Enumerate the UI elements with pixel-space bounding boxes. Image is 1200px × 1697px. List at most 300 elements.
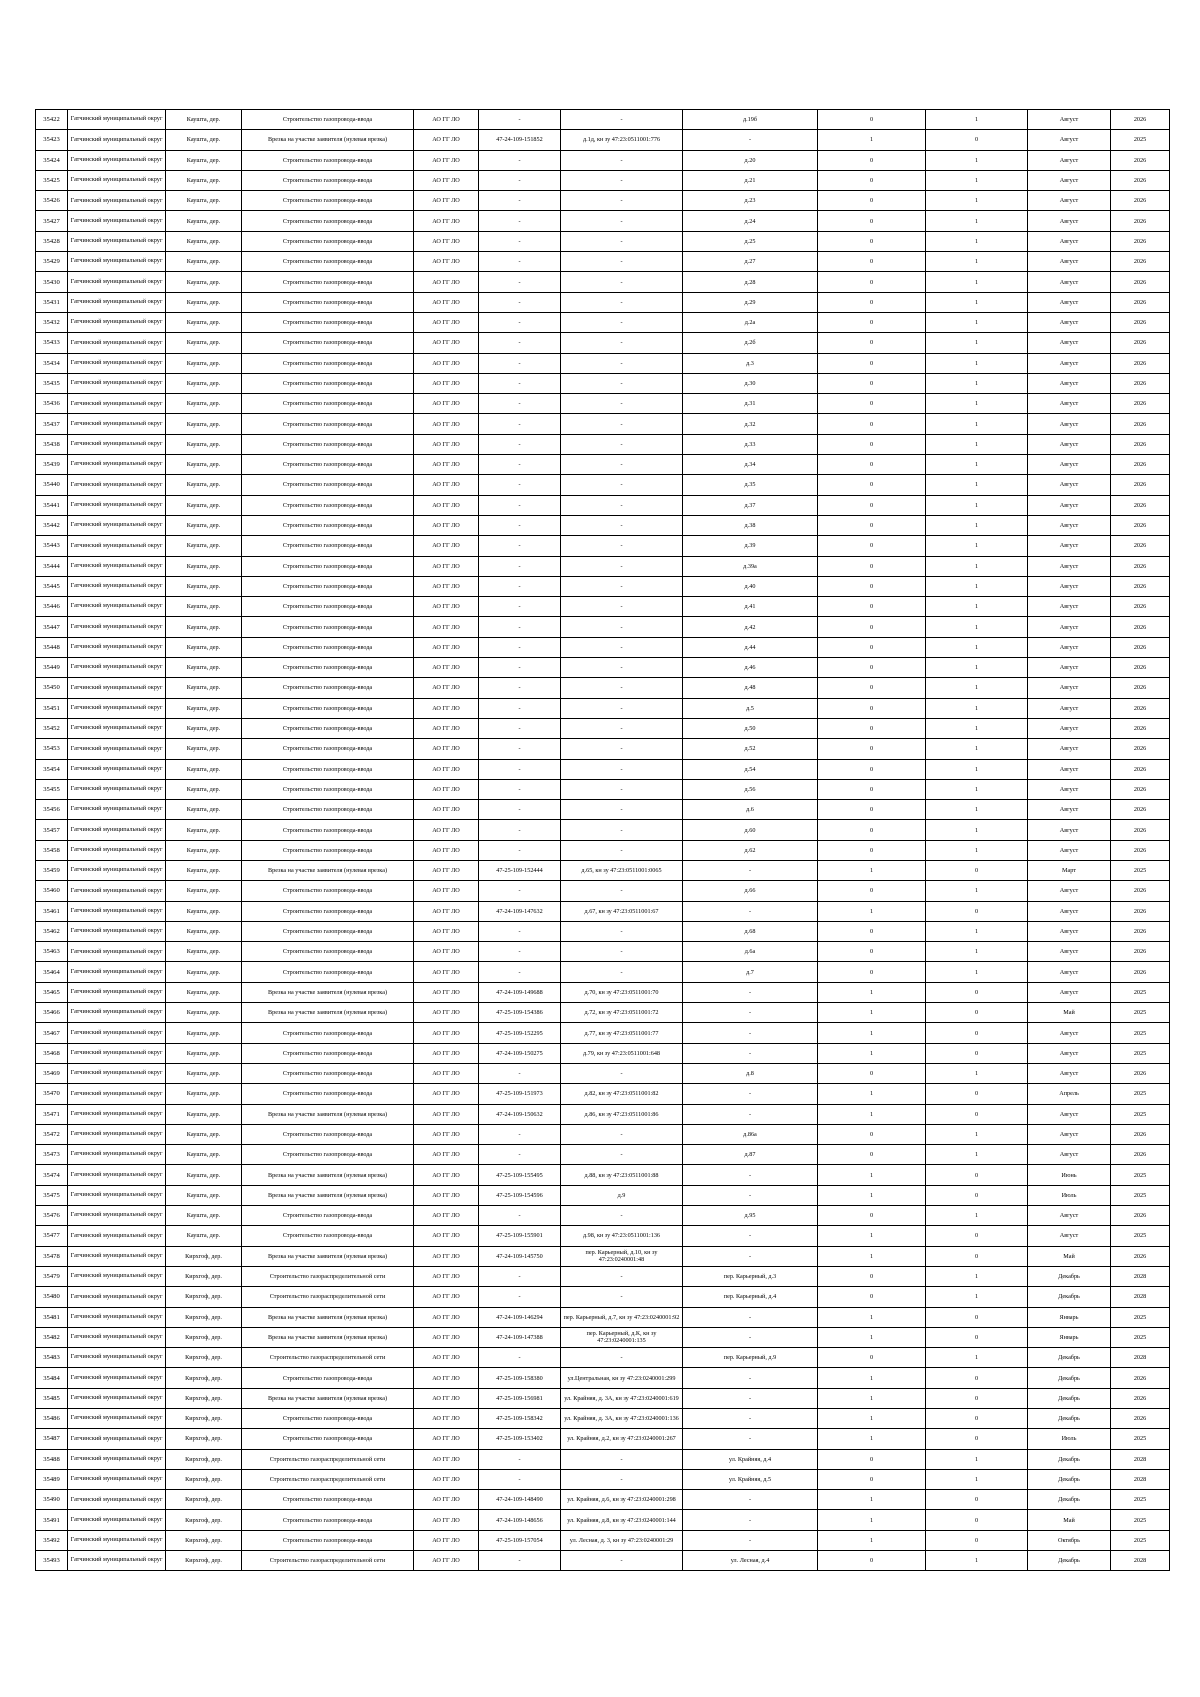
cell-address: д.7 bbox=[683, 962, 818, 982]
cell-settlement: Кирхгоф, дер. bbox=[166, 1287, 242, 1307]
cell-district: Гатчинский муниципальный округ bbox=[68, 1307, 166, 1327]
cell-count-b: 1 bbox=[926, 800, 1028, 820]
cell-contract: - bbox=[479, 576, 561, 596]
cell-count-a: 0 bbox=[818, 292, 926, 312]
cell-work-type: Строительство газопровода-ввода bbox=[242, 759, 414, 779]
cell-work-type: Строительство газопровода-ввода bbox=[242, 962, 414, 982]
table-row bbox=[36, 1084, 1170, 1104]
cell-organization: АО ГГ ЛО bbox=[414, 921, 479, 941]
cell-address-object: - bbox=[561, 820, 683, 840]
cell-contract: - bbox=[479, 840, 561, 860]
cell-contract: - bbox=[479, 881, 561, 901]
cell-settlement: Кауштa, дер. bbox=[166, 333, 242, 353]
cell-organization: АО ГГ ЛО bbox=[414, 434, 479, 454]
cell-address: д.29 bbox=[683, 292, 818, 312]
cell-address: - bbox=[683, 1368, 818, 1388]
cell-address: д.27 bbox=[683, 252, 818, 272]
cell-number: 35471 bbox=[36, 1104, 68, 1124]
cell-number: 35467 bbox=[36, 1023, 68, 1043]
cell-organization: АО ГГ ЛО bbox=[414, 1246, 479, 1266]
table-row bbox=[36, 475, 1170, 495]
cell-count-a: 1 bbox=[818, 1530, 926, 1550]
cell-address: д.68 bbox=[683, 921, 818, 941]
cell-number: 35465 bbox=[36, 982, 68, 1002]
cell-work-type: Врезка на участке заявителя (нулевая врезка) bbox=[242, 1327, 414, 1347]
cell-month: Август bbox=[1028, 1043, 1111, 1063]
cell-count-a: 1 bbox=[818, 130, 926, 150]
cell-count-a: 1 bbox=[818, 860, 926, 880]
cell-district: Гатчинский муниципальный округ bbox=[68, 1469, 166, 1489]
cell-work-type: Врезка на участке заявителя (нулевая врезка) bbox=[242, 860, 414, 880]
cell-work-type: Строительство газопровода-ввода bbox=[242, 1206, 414, 1226]
cell-settlement: Кауштa, дер. bbox=[166, 292, 242, 312]
cell-district: Гатчинский муниципальный округ bbox=[68, 434, 166, 454]
cell-work-type: Строительство газопровода-ввода bbox=[242, 373, 414, 393]
cell-work-type: Строительство газопровода-ввода bbox=[242, 820, 414, 840]
cell-contract: - bbox=[479, 637, 561, 657]
table-row bbox=[36, 1368, 1170, 1388]
table-row bbox=[36, 150, 1170, 170]
cell-month: Август bbox=[1028, 333, 1111, 353]
cell-work-type: Строительство газопровода-ввода bbox=[242, 921, 414, 941]
cell-month: Август bbox=[1028, 658, 1111, 678]
table-row bbox=[36, 881, 1170, 901]
cell-address-object: д.9 bbox=[561, 1185, 683, 1205]
cell-address-object: - bbox=[561, 759, 683, 779]
cell-month: Август bbox=[1028, 170, 1111, 190]
cell-organization: АО ГГ ЛО bbox=[414, 130, 479, 150]
cell-address-object: д.86, кн зу 47:23:0511001:86 bbox=[561, 1104, 683, 1124]
cell-work-type: Строительство газопровода-ввода bbox=[242, 597, 414, 617]
cell-count-b: 1 bbox=[926, 698, 1028, 718]
cell-district: Гатчинский муниципальный округ bbox=[68, 982, 166, 1002]
cell-work-type: Строительство газопровода-ввода bbox=[242, 1084, 414, 1104]
table-row bbox=[36, 515, 1170, 535]
cell-address: д.24 bbox=[683, 211, 818, 231]
cell-address-object: - bbox=[561, 576, 683, 596]
cell-settlement: Кауштa, дер. bbox=[166, 779, 242, 799]
cell-month: Август bbox=[1028, 1104, 1111, 1124]
cell-month: Август bbox=[1028, 211, 1111, 231]
cell-address-object: - bbox=[561, 556, 683, 576]
cell-address: д.31 bbox=[683, 394, 818, 414]
cell-month: Декабрь bbox=[1028, 1551, 1111, 1571]
cell-year: 2026 bbox=[1111, 110, 1170, 130]
cell-contract: - bbox=[479, 515, 561, 535]
cell-number: 35493 bbox=[36, 1551, 68, 1571]
cell-district: Гатчинский муниципальный округ bbox=[68, 1409, 166, 1429]
cell-address: д.38 bbox=[683, 515, 818, 535]
cell-address-object: - bbox=[561, 1469, 683, 1489]
cell-work-type: Строительство газопровода-ввода bbox=[242, 658, 414, 678]
cell-number: 35429 bbox=[36, 252, 68, 272]
table-row bbox=[36, 1510, 1170, 1530]
cell-count-b: 0 bbox=[926, 1327, 1028, 1347]
cell-work-type: Строительство газопровода-ввода bbox=[242, 698, 414, 718]
cell-settlement: Кауштa, дер. bbox=[166, 1145, 242, 1165]
cell-organization: АО ГГ ЛО bbox=[414, 1084, 479, 1104]
cell-settlement: Кирхгоф, дер. bbox=[166, 1449, 242, 1469]
cell-address-object: ул. Крайняя, д.8, кн зу 47:23:0240001:144 bbox=[561, 1510, 683, 1530]
cell-contract: - bbox=[479, 272, 561, 292]
cell-number: 35488 bbox=[36, 1449, 68, 1469]
cell-organization: АО ГГ ЛО bbox=[414, 1327, 479, 1347]
cell-month: Май bbox=[1028, 1246, 1111, 1266]
cell-district: Гатчинский муниципальный округ bbox=[68, 1551, 166, 1571]
cell-month: Август bbox=[1028, 901, 1111, 921]
cell-organization: АО ГГ ЛО bbox=[414, 901, 479, 921]
cell-contract: - bbox=[479, 1145, 561, 1165]
cell-count-b: 0 bbox=[926, 1368, 1028, 1388]
cell-contract: 47-25-109-154596 bbox=[479, 1185, 561, 1205]
cell-contract: - bbox=[479, 252, 561, 272]
cell-work-type: Строительство газопровода-ввода bbox=[242, 272, 414, 292]
cell-month: Май bbox=[1028, 1510, 1111, 1530]
cell-district: Гатчинский муниципальный округ bbox=[68, 495, 166, 515]
cell-organization: АО ГГ ЛО bbox=[414, 333, 479, 353]
cell-count-b: 0 bbox=[926, 1104, 1028, 1124]
cell-settlement: Кауштa, дер. bbox=[166, 110, 242, 130]
cell-work-type: Строительство газопровода-ввода bbox=[242, 515, 414, 535]
cell-year: 2026 bbox=[1111, 211, 1170, 231]
cell-address-object: - bbox=[561, 475, 683, 495]
cell-settlement: Кауштa, дер. bbox=[166, 312, 242, 332]
cell-month: Декабрь bbox=[1028, 1368, 1111, 1388]
cell-month: Август bbox=[1028, 617, 1111, 637]
cell-count-a: 1 bbox=[818, 1368, 926, 1388]
cell-number: 35439 bbox=[36, 455, 68, 475]
cell-count-b: 1 bbox=[926, 292, 1028, 312]
cell-settlement: Кауштa, дер. bbox=[166, 1226, 242, 1246]
cell-contract: - bbox=[479, 170, 561, 190]
cell-count-a: 1 bbox=[818, 1429, 926, 1449]
table-row bbox=[36, 860, 1170, 880]
cell-district: Гатчинский муниципальный округ bbox=[68, 455, 166, 475]
cell-work-type: Строительство газопровода-ввода bbox=[242, 556, 414, 576]
cell-settlement: Кауштa, дер. bbox=[166, 394, 242, 414]
table-row bbox=[36, 820, 1170, 840]
cell-contract: - bbox=[479, 394, 561, 414]
cell-work-type: Строительство газопровода-ввода bbox=[242, 434, 414, 454]
cell-number: 35454 bbox=[36, 759, 68, 779]
cell-organization: АО ГГ ЛО bbox=[414, 779, 479, 799]
cell-month: Август bbox=[1028, 1023, 1111, 1043]
cell-organization: АО ГГ ЛО bbox=[414, 414, 479, 434]
cell-month: Август bbox=[1028, 1063, 1111, 1083]
cell-count-a: 1 bbox=[818, 1307, 926, 1327]
table-row bbox=[36, 495, 1170, 515]
cell-year: 2025 bbox=[1111, 1023, 1170, 1043]
cell-settlement: Кауштa, дер. bbox=[166, 698, 242, 718]
cell-contract: - bbox=[479, 779, 561, 799]
cell-year: 2026 bbox=[1111, 231, 1170, 251]
cell-district: Гатчинский муниципальный округ bbox=[68, 800, 166, 820]
cell-month: Август bbox=[1028, 739, 1111, 759]
table-row bbox=[36, 840, 1170, 860]
cell-organization: АО ГГ ЛО bbox=[414, 820, 479, 840]
cell-address: - bbox=[683, 1226, 818, 1246]
table-row bbox=[36, 252, 1170, 272]
cell-month: Август bbox=[1028, 515, 1111, 535]
cell-count-a: 0 bbox=[818, 434, 926, 454]
cell-work-type: Врезка на участке заявителя (нулевая врезка) bbox=[242, 1307, 414, 1327]
cell-organization: АО ГГ ЛО bbox=[414, 678, 479, 698]
cell-number: 35469 bbox=[36, 1063, 68, 1083]
cell-address-object: - bbox=[561, 840, 683, 860]
cell-settlement: Кауштa, дер. bbox=[166, 1023, 242, 1043]
cell-month: Декабрь bbox=[1028, 1388, 1111, 1408]
cell-year: 2026 bbox=[1111, 1124, 1170, 1144]
cell-month: Август bbox=[1028, 1226, 1111, 1246]
cell-month: Август bbox=[1028, 800, 1111, 820]
cell-work-type: Строительство газопровода-ввода bbox=[242, 881, 414, 901]
cell-count-b: 1 bbox=[926, 942, 1028, 962]
cell-count-a: 1 bbox=[818, 1165, 926, 1185]
cell-contract: - bbox=[479, 718, 561, 738]
cell-count-b: 0 bbox=[926, 1226, 1028, 1246]
table-row bbox=[36, 1429, 1170, 1449]
cell-settlement: Кирхгоф, дер. bbox=[166, 1246, 242, 1266]
cell-number: 35432 bbox=[36, 312, 68, 332]
cell-work-type: Строительство газопровода-ввода bbox=[242, 191, 414, 211]
cell-year: 2026 bbox=[1111, 536, 1170, 556]
cell-month: Май bbox=[1028, 1003, 1111, 1023]
cell-contract: 47-25-109-154386 bbox=[479, 1003, 561, 1023]
cell-count-b: 1 bbox=[926, 840, 1028, 860]
cell-address: пер. Карьерный, д.4 bbox=[683, 1287, 818, 1307]
cell-organization: АО ГГ ЛО bbox=[414, 860, 479, 880]
cell-count-a: 1 bbox=[818, 1226, 926, 1246]
cell-organization: АО ГГ ЛО bbox=[414, 536, 479, 556]
cell-settlement: Кауштa, дер. bbox=[166, 231, 242, 251]
cell-work-type: Строительство газопровода-ввода bbox=[242, 718, 414, 738]
cell-count-b: 0 bbox=[926, 982, 1028, 1002]
cell-work-type: Строительство газопровода-ввода bbox=[242, 1490, 414, 1510]
cell-district: Гатчинский муниципальный округ bbox=[68, 353, 166, 373]
cell-settlement: Кирхгоф, дер. bbox=[166, 1368, 242, 1388]
cell-count-b: 0 bbox=[926, 1490, 1028, 1510]
cell-work-type: Строительство газораспределительной сети bbox=[242, 1449, 414, 1469]
cell-address-object: - bbox=[561, 881, 683, 901]
cell-district: Гатчинский муниципальный округ bbox=[68, 1206, 166, 1226]
cell-work-type: Строительство газораспределительной сети bbox=[242, 1551, 414, 1571]
cell-month: Август bbox=[1028, 394, 1111, 414]
cell-address: - bbox=[683, 1165, 818, 1185]
cell-address: д.50 bbox=[683, 718, 818, 738]
cell-district: Гатчинский муниципальный округ bbox=[68, 556, 166, 576]
cell-count-b: 1 bbox=[926, 881, 1028, 901]
table-row bbox=[36, 1287, 1170, 1307]
cell-number: 35487 bbox=[36, 1429, 68, 1449]
cell-organization: АО ГГ ЛО bbox=[414, 718, 479, 738]
cell-organization: АО ГГ ЛО bbox=[414, 658, 479, 678]
cell-address: д.33 bbox=[683, 434, 818, 454]
cell-contract: - bbox=[479, 1287, 561, 1307]
cell-contract: - bbox=[479, 191, 561, 211]
cell-settlement: Кауштa, дер. bbox=[166, 840, 242, 860]
table-row bbox=[36, 211, 1170, 231]
cell-number: 35427 bbox=[36, 211, 68, 231]
cell-number: 35423 bbox=[36, 130, 68, 150]
cell-count-a: 0 bbox=[818, 840, 926, 860]
cell-number: 35475 bbox=[36, 1185, 68, 1205]
table-row bbox=[36, 942, 1170, 962]
cell-work-type: Строительство газопровода-ввода bbox=[242, 637, 414, 657]
cell-year: 2026 bbox=[1111, 1388, 1170, 1408]
cell-address-object: ул. Крайняя, д.2, кн зу 47:23:0240001:267 bbox=[561, 1429, 683, 1449]
cell-work-type: Строительство газопровода-ввода bbox=[242, 394, 414, 414]
cell-settlement: Кирхгоф, дер. bbox=[166, 1530, 242, 1550]
table-row bbox=[36, 759, 1170, 779]
cell-contract: - bbox=[479, 292, 561, 312]
cell-district: Гатчинский муниципальный округ bbox=[68, 1084, 166, 1104]
cell-number: 35440 bbox=[36, 475, 68, 495]
cell-month: Декабрь bbox=[1028, 1287, 1111, 1307]
cell-address: д.52 bbox=[683, 739, 818, 759]
cell-settlement: Кауштa, дер. bbox=[166, 962, 242, 982]
table-row bbox=[36, 718, 1170, 738]
cell-organization: АО ГГ ЛО bbox=[414, 1003, 479, 1023]
cell-district: Гатчинский муниципальный округ bbox=[68, 414, 166, 434]
cell-number: 35478 bbox=[36, 1246, 68, 1266]
cell-count-a: 1 bbox=[818, 1023, 926, 1043]
cell-district: Гатчинский муниципальный округ bbox=[68, 1449, 166, 1469]
cell-organization: АО ГГ ЛО bbox=[414, 1124, 479, 1144]
cell-year: 2026 bbox=[1111, 739, 1170, 759]
cell-district: Гатчинский муниципальный округ bbox=[68, 678, 166, 698]
cell-count-a: 1 bbox=[818, 1327, 926, 1347]
cell-organization: АО ГГ ЛО bbox=[414, 840, 479, 860]
cell-number: 35425 bbox=[36, 170, 68, 190]
cell-count-a: 0 bbox=[818, 759, 926, 779]
cell-organization: АО ГГ ЛО bbox=[414, 312, 479, 332]
cell-year: 2026 bbox=[1111, 658, 1170, 678]
cell-count-a: 0 bbox=[818, 576, 926, 596]
cell-district: Гатчинский муниципальный округ bbox=[68, 962, 166, 982]
cell-count-a: 0 bbox=[818, 536, 926, 556]
cell-count-b: 1 bbox=[926, 455, 1028, 475]
cell-month: Август bbox=[1028, 576, 1111, 596]
cell-count-b: 1 bbox=[926, 536, 1028, 556]
cell-work-type: Строительство газопровода-ввода bbox=[242, 475, 414, 495]
cell-number: 35445 bbox=[36, 576, 68, 596]
cell-month: Август bbox=[1028, 455, 1111, 475]
cell-contract: 47-24-109-149688 bbox=[479, 982, 561, 1002]
cell-month: Август bbox=[1028, 779, 1111, 799]
cell-address-object: - bbox=[561, 252, 683, 272]
cell-year: 2025 bbox=[1111, 1510, 1170, 1530]
table-row bbox=[36, 394, 1170, 414]
cell-district: Гатчинский муниципальный округ bbox=[68, 373, 166, 393]
cell-address-object: ул. Крайняя, д.6, кн зу 47:23:0240001:298 bbox=[561, 1490, 683, 1510]
cell-address-object: - bbox=[561, 211, 683, 231]
cell-count-a: 1 bbox=[818, 1510, 926, 1530]
cell-address: д.2б bbox=[683, 333, 818, 353]
cell-settlement: Кирхгоф, дер. bbox=[166, 1388, 242, 1408]
table-row bbox=[36, 434, 1170, 454]
table-row bbox=[36, 1023, 1170, 1043]
cell-number: 35461 bbox=[36, 901, 68, 921]
cell-settlement: Кауштa, дер. bbox=[166, 881, 242, 901]
cell-address: - bbox=[683, 1327, 818, 1347]
cell-year: 2026 bbox=[1111, 333, 1170, 353]
table-row bbox=[36, 1226, 1170, 1246]
cell-month: Август bbox=[1028, 982, 1111, 1002]
cell-address-object: д.88, кн зу 47:23:0511001:88 bbox=[561, 1165, 683, 1185]
cell-count-a: 0 bbox=[818, 475, 926, 495]
cell-district: Гатчинский муниципальный округ bbox=[68, 515, 166, 535]
cell-count-a: 0 bbox=[818, 1124, 926, 1144]
cell-organization: АО ГГ ЛО bbox=[414, 800, 479, 820]
table-row bbox=[36, 678, 1170, 698]
cell-work-type: Строительство газораспределительной сети bbox=[242, 1348, 414, 1368]
cell-number: 35431 bbox=[36, 292, 68, 312]
cell-count-a: 0 bbox=[818, 1206, 926, 1226]
cell-month: Август bbox=[1028, 820, 1111, 840]
cell-address: - bbox=[683, 1246, 818, 1266]
cell-count-a: 0 bbox=[818, 617, 926, 637]
cell-number: 35444 bbox=[36, 556, 68, 576]
cell-settlement: Кирхгоф, дер. bbox=[166, 1551, 242, 1571]
cell-address-object: д.77, кн зу 47:23:0511001:77 bbox=[561, 1023, 683, 1043]
cell-year: 2026 bbox=[1111, 597, 1170, 617]
cell-month: Август bbox=[1028, 495, 1111, 515]
cell-district: Гатчинский муниципальный округ bbox=[68, 1063, 166, 1083]
cell-district: Гатчинский муниципальный округ bbox=[68, 1368, 166, 1388]
table-row bbox=[36, 1469, 1170, 1489]
cell-month: Август bbox=[1028, 921, 1111, 941]
cell-address: д.56 bbox=[683, 779, 818, 799]
cell-organization: АО ГГ ЛО bbox=[414, 1104, 479, 1124]
cell-number: 35441 bbox=[36, 495, 68, 515]
cell-count-b: 0 bbox=[926, 1003, 1028, 1023]
cell-address-object: - bbox=[561, 1145, 683, 1165]
cell-organization: АО ГГ ЛО bbox=[414, 231, 479, 251]
cell-organization: АО ГГ ЛО bbox=[414, 1023, 479, 1043]
table-row bbox=[36, 1246, 1170, 1266]
cell-count-b: 1 bbox=[926, 150, 1028, 170]
cell-organization: АО ГГ ЛО bbox=[414, 394, 479, 414]
cell-address-object: - bbox=[561, 1206, 683, 1226]
cell-address-object: - bbox=[561, 658, 683, 678]
cell-contract: 47-24-109-148490 bbox=[479, 1490, 561, 1510]
cell-settlement: Кауштa, дер. bbox=[166, 860, 242, 880]
cell-year: 2026 bbox=[1111, 414, 1170, 434]
cell-settlement: Кауштa, дер. bbox=[166, 637, 242, 657]
cell-contract: - bbox=[479, 921, 561, 941]
cell-contract: - bbox=[479, 1551, 561, 1571]
cell-month: Август bbox=[1028, 130, 1111, 150]
cell-month: Август bbox=[1028, 1145, 1111, 1165]
cell-count-b: 1 bbox=[926, 1348, 1028, 1368]
cell-address: - bbox=[683, 1530, 818, 1550]
cell-district: Гатчинский муниципальный округ bbox=[68, 637, 166, 657]
cell-organization: АО ГГ ЛО bbox=[414, 1307, 479, 1327]
cell-year: 2026 bbox=[1111, 312, 1170, 332]
table-row bbox=[36, 1449, 1170, 1469]
cell-address-object: - bbox=[561, 597, 683, 617]
cell-address: - bbox=[683, 1003, 818, 1023]
cell-district: Гатчинский муниципальный округ bbox=[68, 292, 166, 312]
cell-month: Январь bbox=[1028, 1307, 1111, 1327]
cell-count-b: 1 bbox=[926, 597, 1028, 617]
cell-settlement: Кирхгоф, дер. bbox=[166, 1510, 242, 1530]
cell-month: Декабрь bbox=[1028, 1409, 1111, 1429]
cell-work-type: Строительство газопровода-ввода bbox=[242, 312, 414, 332]
cell-count-a: 0 bbox=[818, 394, 926, 414]
cell-count-b: 0 bbox=[926, 1185, 1028, 1205]
cell-settlement: Кауштa, дер. bbox=[166, 414, 242, 434]
